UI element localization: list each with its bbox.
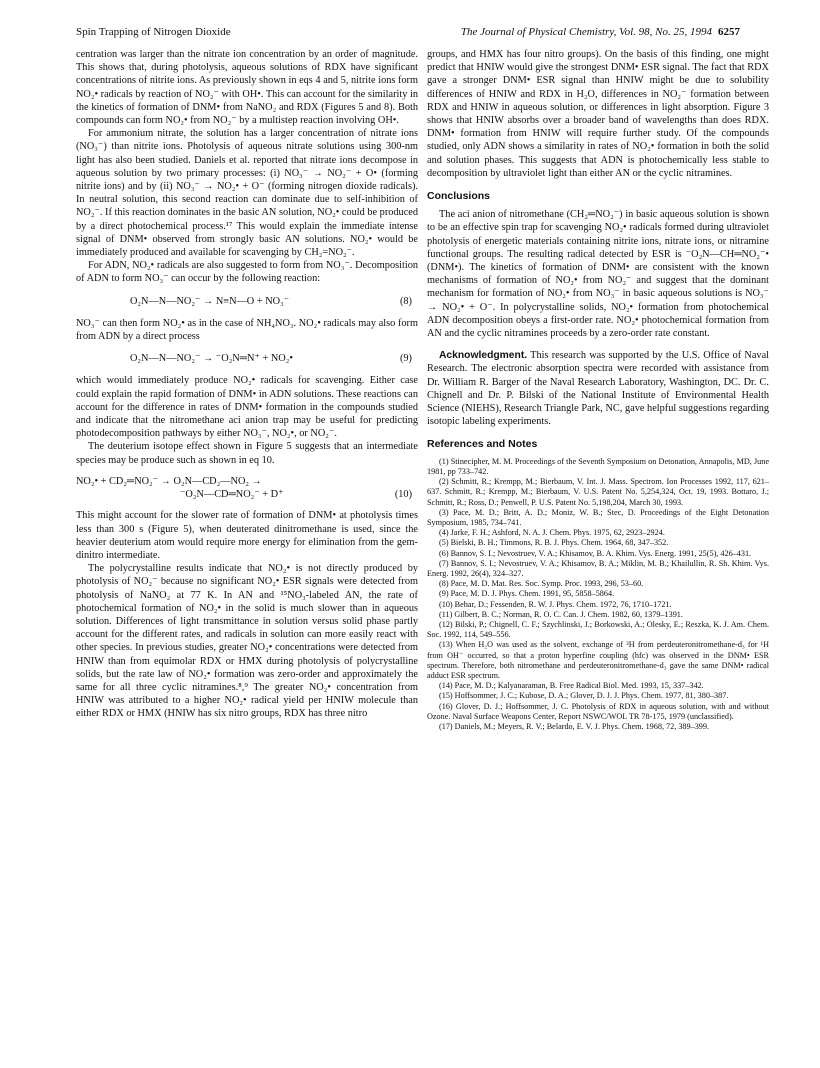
acknowledgment [427, 349, 769, 428]
page-number: 6257 [718, 26, 740, 38]
paragraph: The deuterium isotope effect shown in Figure 5 suggests that an intermediate species may be produce such as shown in eq 10. [76, 441, 418, 466]
reference-item: (5) Bielski, B. H.; Timmons, R. B. J. Phys. Chem. 1964, 68, 347–352. [439, 538, 669, 548]
reference-item: (6) Bannov, S. I.; Nevostruev, V. A.; Khisamov, B. A. Khim. Vys. Energ. 1991, 25(5), 426–431. [439, 548, 752, 558]
right-column [427, 48, 769, 732]
equation-number: (8) [399, 295, 412, 307]
paragraph: This might account for the slower rate of formation of DNM• at photolysis times less than 300 s (Figure 5), when deuterated dinitromethane is used, since the heavier deuterium atom would require more energy for elimination from the gem-dinitro intermediate. [76, 510, 418, 561]
reference-item: (7) Bannov, S. I.; Nevostruev, V. A.; Khisamov, B. A.; Miklin, M. B.; Khailullin, R. Sh. Khim. Vys. Energ. 1992, 26(4), 324–327. [427, 558, 769, 578]
acknowledgment-text: This research was supported by the U.S. Office of Naval Research. The electronic absorption spectra were recorded with assistance from Dr. William R. Barger of the Naval Research Laboratory, Washington, DC. Dr. C. Chignell and Dr. P. Bilski of the National Institute of Environmental Health Science (NIEHS), Research Triangle Park, NC, gave helpful suggestions regarding isotopic labeling experiments. [427, 350, 769, 428]
reference-item: (12) Bilski, P.; Chignell, C. F.; Szychlinski, J.; Borkowski, A.; Olesky, E.; Reszka, K. J. Am. Chem. Soc. 1992, 114, 549–556. [427, 619, 769, 640]
section-heading-references: References and Notes [427, 438, 538, 451]
acknowledgment-label: Acknowledgment. [439, 350, 528, 362]
reference-item: (16) Glover, D. J.; Hoffsommer, J. C. Photolysis of RDX in aqueous solution, with and without Ozone. Naval Surface Weapons Center, Report NSWC/WOL TR 78-175, 1979 (unclassified). [427, 701, 769, 721]
paragraph: centration was larger than the nitrate ion concentration by an order of magnitude. This shows that, during photolysis, aqueous solutions of RDX have significant concentrations of nitrite ions. As previously shown in eqs 4 and 5, nitrite ions form NO₂• radicals by reaction of NO₂⁻ with OH•. This can account for the similarity in the kinetics of formation of DNM• from NaNO₂ and RDX (Figures 5 and 8). Both compounds can form NO₂• from NO₂⁻ by a multistep reaction involving OH•. [76, 49, 418, 127]
equation-expression: ⁻O₂N—CD═NO₂⁻ + D⁺ [180, 489, 284, 501]
paragraph: For ADN, NO₂• radicals are also suggested to form from NO₃⁻. Decomposition of ADN to form NO₃⁻ can occur by the following reaction: [76, 260, 418, 285]
journal-citation: The Journal of Physical Chemistry, Vol. 98, No. 25, 1994 [460, 26, 712, 38]
equation-line-2 [76, 488, 418, 501]
paragraph: The aci anion of nitromethane (CH₂═NO₂⁻) in basic aqueous solution is shown to be an effective spin trap for scavenging NO₂• radicals formed during ultraviolet photolysis of energetic materials containing nitrite ions, nitrate ions, or nitramine functional groups. The resulting radical detected by ESR is ⁻O₂N—CH═NO₂⁻• (DNM•). The kinetics of formation of DNM• are consistent with the known mechanisms of formation of NO₂• from NO₂⁻ and suggest that the dominant mechanism for formation of NO₂• from NO₃⁻ in basic aqueous solutions is NO₃⁻ → NO₂• + O⁻. In polycrystalline solids, NO₂• formation from photochemical ADN decomposition obeys a first-order rate. NO₂• photochemical formation from AN and the cyclic nitramines proceeds by a zero-order rate constant. [427, 209, 769, 340]
reference-item: (9) Pace, M. D. J. Phys. Chem. 1991, 95, 5858–5864. [439, 589, 615, 599]
references-list [427, 457, 769, 732]
reference-item: (14) Pace, M. D.; Kalyanaraman, B. Free Radical Biol. Med. 1993, 15, 337–342. [439, 681, 704, 691]
equation-expression: O₂N—N—NO₂⁻ → ⁻O₂N═N⁺ + NO₂• [130, 353, 293, 365]
reference-item: (10) Behar, D.; Fessenden, R. W. J. Phys. Chem. 1972, 76, 1710–1721. [439, 599, 672, 609]
reference-item: (13) When H₂O was used as the solvent, exchange of ²H from perdeuteronitromethane-d₃ for ¹H from OH⁻ occurred, so that a proton hyperfine coupling (hfc) was observed in the DNM• ESR spectrum. Therefore, both nitromethane and perdeuteronitromethane-d₃ gave the same DNM• radical adduct ESR spectrum. [427, 640, 769, 680]
paragraph: For ammonium nitrate, the solution has a larger concentration of nitrate ions (NO₃⁻) than nitrite ions. Photolysis of aqueous nitrate solutions using 300-nm light has also been studied. Daniels et al. reported that nitrate ions decompose in aqueous solution by two primary processes: (i) NO₃⁻ → NO₂⁻ + O• (forming nitrite ions) and by (ii) NO₃⁻ → NO₂• + O⁻ (forming nitrogen dioxide radicals). In neutral solution, this second reaction can dominate due to self-inhibition of NO₂⁻. If this reaction dominates in the basic AN solution, NO₂• could be produced by a direct photochemical process.¹⁷ This would explain the immediate intense signal of DNM• observed from strongly basic AN solutions. NO₂• would be immediately produced and available for scavenging by CH₂=NO₂⁻. [76, 128, 418, 259]
paragraph: The polycrystalline results indicate that NO₂• is not directly produced by photolysis of NO₂⁻ because no significant NO₂• ESR signals were detected from photolysis of NaNO₂ at 77 K. In AN and ¹⁵NO₃-labeled AN, the rate of photochemical formation of NO₂• in the solid is much slower than in aqueous solution. Differences of light transmittance in solution versus solid phase partly account for the different rates, and radicals in solution can more easily react with other species. In previous studies, greater NO₂• concentrations were detected from HNIW than from equimolar RDX or HMX during photolysis of polycrystalline solids, but the rate law of NO₂• formation was zero-order and approximately the same for all three cyclic nitramines.⁸,⁹ The greater NO₂• concentration from HNIW was attributed to a higher NO₂• radical yield per HNIW molecule than either RDX or HMX (HNIW has six nitro groups, RDX has three nitro [76, 563, 418, 720]
reference-item: (8) Pace, M. D. Mat. Res. Soc. Symp. Proc. 1993, 296, 53–60. [439, 579, 644, 589]
paragraph: which would immediately produce NO₂• radicals for scavenging. Either case could explain the rapid formation of DNM• in ADN solutions. These reactions can account for the difference in rates of DNM• formation in the compounds studied and indicate that the nitromethane aci anion trap may be useful for predicting photodecomposition pathways by either NO₃⁻, NO₂•, or NO₂⁻. [76, 375, 418, 440]
reference-item: (15) Hoffsommer, J. C.; Kubose, D. A.; Glover, D. J. J. Phys. Chem. 1977, 81, 380–387. [439, 691, 729, 701]
equation-8 [76, 295, 418, 308]
equation-number: (9) [399, 353, 412, 365]
equation-line: NO₂• + CD₂═NO₂⁻ → O₂N—CD₂—NO₂ → [76, 475, 262, 487]
left-column [76, 48, 418, 721]
reference-item: (2) Schmitt, R.; Krempp, M.; Bierbaum, V. Int. J. Mass. Spectrom. Ion Processes 1992, 117, 621–637. Schmitt, R.; Krempp, M.; Bierbaum, V. U.S. Patent No. 5,254,324, Oct. 19, 1993. Bottaro, J.; Schmitt, R.; Ross, D.; Penwell, P. U.S. Patent No. 5,198,204, March 30, 1993. [427, 477, 769, 507]
reference-item: (4) Jarke, F. H.; Ashford, N. A. J. Chem. Phys. 1975, 62, 2923–2924. [439, 528, 665, 538]
equation-10 [76, 475, 418, 501]
equation-number: (10) [394, 489, 412, 501]
section-heading-conclusions: Conclusions [427, 190, 491, 203]
reference-item: (3) Pace, M. D.; Britt, A. D.; Moniz, W. B.; Stec, D. Proceedings of the Eight Detonation Symposium, 1985, 734–741. [427, 507, 769, 527]
reference-item: (11) Gilbert, B. C.; Norman, R. O. C. Can. J. Chem. 1982, 60, 1379–1391. [439, 609, 683, 619]
paragraph: NO₃⁻ can then form NO₂• as in the case of NH₄NO₃. NO₂• radicals may also form from ADN by a direct process [76, 317, 418, 343]
paragraph: groups, and HMX has four nitro groups). On the basis of this finding, one might predict that HNIW would give the strongest DNM• ESR signal. The fact that RDX gave a stronger DNM• ESR signal than HNIW might be due to solubility differences of HNIW and RDX in H₂O, differences in NO₂⁻ formation between RDX and HNIW in aqueous solution, or differences in light absorption. Figure 3 shows that HNIW absorbs over a broader band of wavelengths than does RDX. DNM• formation from HNIW will require further study. Of the compounds studied, only ADN shows a similarity in rates of NO₂• formation in both the solid and solution phases. This suggests that ADN is photochemically less stable to decomposition by ultraviolet light than either AN or the cyclic nitramines. [427, 49, 769, 179]
equation-expression: O₂N—N—NO₂⁻ → N≡N—O + NO₃⁻ [130, 295, 290, 307]
journal-header [461, 26, 740, 38]
reference-item: (1) Stinecipher, M. M. Proceedings of the Seventh Symposium on Detonation, Annapolis, MD, June 1981, pp 733–742. [427, 456, 769, 476]
running-title: Spin Trapping of Nitrogen Dioxide [76, 26, 231, 38]
equation-9 [76, 352, 418, 365]
reference-item: (17) Daniels, M.; Meyers, R. V.; Belardo, E. V. J. Phys. Chem. 1968, 72, 389–399. [439, 721, 710, 731]
